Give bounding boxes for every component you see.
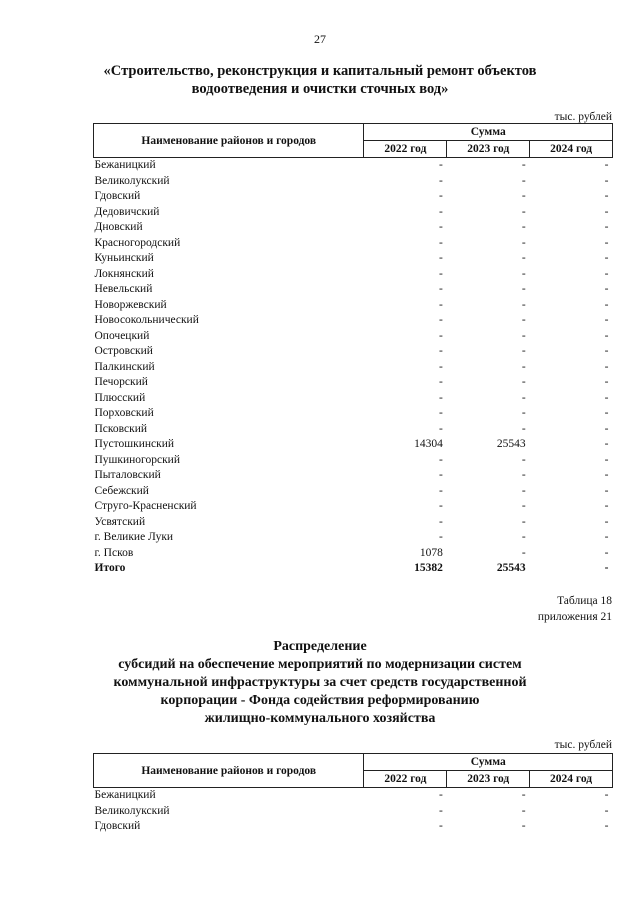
- section1-table-total: [94, 561, 613, 577]
- table-row: [94, 484, 613, 500]
- value-2022: -: [438, 159, 443, 171]
- value-2024: -: [604, 360, 609, 373]
- section1-units: тыс. рублей: [554, 111, 612, 123]
- value-2023: -: [521, 252, 526, 264]
- value-2022: -: [438, 469, 443, 481]
- value-2023: -: [521, 407, 526, 419]
- value-2022: -: [438, 391, 443, 404]
- column-header-sum: Сумма: [364, 124, 613, 141]
- value-2023: -: [521, 205, 526, 218]
- value-2024: -: [604, 500, 609, 512]
- district-name: Бежаницкий: [94, 789, 156, 801]
- value-2022: -: [438, 283, 443, 295]
- district-name: Невельский: [94, 283, 153, 295]
- table-row: [94, 329, 613, 345]
- section2-table: [93, 753, 613, 835]
- value-2023: -: [521, 190, 526, 202]
- value-2023: -: [521, 329, 526, 342]
- section2-title-line: коммунальной инфраструктуры за счет средств государственной: [113, 675, 527, 690]
- table-row: [94, 804, 613, 820]
- value-2024: -: [604, 391, 609, 404]
- table-row: [94, 220, 613, 236]
- district-name: Красногородский: [94, 236, 181, 249]
- table-row: [94, 437, 613, 453]
- table-row: [94, 174, 613, 190]
- value-2022: -: [438, 422, 443, 435]
- table-row: [94, 515, 613, 531]
- value-2024: -: [604, 236, 609, 249]
- district-name: Пустошкинский: [94, 438, 175, 450]
- value-2024: -: [604, 820, 609, 832]
- table-row: [94, 422, 613, 438]
- value-2024: -: [604, 484, 609, 497]
- total-label: Итого: [94, 562, 126, 574]
- value-2022: -: [438, 345, 443, 357]
- value-2022: -: [438, 298, 443, 311]
- value-2024: -: [604, 267, 609, 280]
- value-2023: -: [521, 314, 526, 326]
- table-row: [94, 251, 613, 267]
- table-row: [94, 819, 613, 835]
- district-name: Палкинский: [94, 360, 155, 373]
- value-2024: -: [604, 252, 609, 264]
- value-2023: -: [521, 453, 526, 466]
- value-2022: -: [438, 236, 443, 249]
- section2-title-line: жилищно-коммунального хозяйства: [204, 711, 436, 726]
- table-row: [94, 282, 613, 298]
- value-2022: -: [438, 804, 443, 817]
- district-name: Пыталовский: [94, 469, 161, 481]
- value-2023: -: [521, 804, 526, 817]
- column-header-2023: 2023 год: [447, 771, 530, 788]
- value-2023: -: [521, 159, 526, 171]
- value-2022: -: [438, 174, 443, 187]
- district-name: Дедовичский: [94, 205, 160, 218]
- table-row: [94, 468, 613, 484]
- district-name: г. Псков: [94, 546, 134, 559]
- value-2023: -: [521, 267, 526, 280]
- district-name: Опочецкий: [94, 329, 150, 342]
- value-2023: -: [521, 174, 526, 187]
- table-caption-number: Таблица 18: [557, 595, 612, 607]
- district-name: Порховский: [94, 407, 154, 419]
- district-name: Псковский: [94, 422, 148, 435]
- value-2022: -: [438, 820, 443, 832]
- district-name: Гдовский: [94, 820, 141, 832]
- value-2022: -: [438, 190, 443, 202]
- section2-title: [60, 638, 580, 728]
- district-name: Островский: [94, 345, 153, 357]
- value-2022: -: [438, 252, 443, 264]
- district-name: Плюсский: [94, 391, 146, 404]
- value-2024: -: [604, 407, 609, 419]
- table-row: [94, 530, 613, 546]
- value-2024: -: [604, 789, 609, 801]
- district-name: Новосокольнический: [94, 314, 199, 326]
- table-row: [94, 158, 613, 174]
- value-2022: -: [438, 329, 443, 342]
- table-total-row: [94, 561, 613, 577]
- value-2024: -: [604, 469, 609, 481]
- value-2022: -: [438, 360, 443, 373]
- value-2023: -: [521, 298, 526, 311]
- section1-table: [93, 123, 613, 577]
- column-header-2024: 2024 год: [530, 141, 613, 158]
- district-name: Бежаницкий: [94, 159, 156, 171]
- district-name: Печорский: [94, 376, 148, 388]
- district-name: Себежский: [94, 484, 149, 497]
- value-2022: -: [438, 376, 443, 388]
- district-name: Великолукский: [94, 174, 170, 187]
- district-name: Дновский: [94, 221, 143, 233]
- total-2022: 15382: [414, 562, 443, 574]
- table-row: [94, 344, 613, 360]
- table-row: [94, 205, 613, 221]
- value-2023: -: [521, 283, 526, 295]
- value-2022: -: [438, 453, 443, 466]
- value-2023: -: [521, 546, 526, 559]
- value-2023: -: [521, 789, 526, 801]
- district-name: Новоржевский: [94, 298, 167, 311]
- column-header-2022: 2022 год: [364, 771, 447, 788]
- table-row: [94, 499, 613, 515]
- value-2022: 14304: [414, 438, 443, 450]
- value-2024: -: [604, 453, 609, 466]
- value-2024: -: [604, 329, 609, 342]
- value-2022: -: [438, 515, 443, 528]
- district-name: Гдовский: [94, 190, 141, 202]
- district-name: Куньинский: [94, 252, 154, 264]
- section1-title: [60, 62, 580, 98]
- value-2023: -: [521, 345, 526, 357]
- value-2023: -: [521, 531, 526, 543]
- value-2024: -: [604, 438, 609, 450]
- value-2024: -: [604, 190, 609, 202]
- table-row: [94, 546, 613, 562]
- value-2023: -: [521, 515, 526, 528]
- table-row: [94, 788, 613, 804]
- value-2024: -: [604, 515, 609, 528]
- table-row: [94, 267, 613, 283]
- table-row: [94, 453, 613, 469]
- value-2023: -: [521, 236, 526, 249]
- district-name: Локнянский: [94, 267, 154, 280]
- value-2022: -: [438, 500, 443, 512]
- value-2023: -: [521, 484, 526, 497]
- value-2022: -: [438, 205, 443, 218]
- value-2024: -: [604, 376, 609, 388]
- district-name: Усвятский: [94, 515, 146, 528]
- value-2024: -: [604, 531, 609, 543]
- value-2023: -: [521, 376, 526, 388]
- section2-title-line: корпорации - Фонда содействия реформированию: [160, 693, 480, 708]
- section1-table-body: [94, 158, 613, 562]
- value-2022: -: [438, 407, 443, 419]
- table-row: [94, 189, 613, 205]
- value-2023: -: [521, 820, 526, 832]
- value-2022: -: [438, 789, 443, 801]
- value-2022: -: [438, 314, 443, 326]
- table-row: [94, 406, 613, 422]
- section2-units: тыс. рублей: [554, 739, 612, 751]
- table-row: [94, 236, 613, 252]
- table-row: [94, 298, 613, 314]
- table-caption: [538, 593, 612, 625]
- table-row: [94, 375, 613, 391]
- value-2024: -: [604, 422, 609, 435]
- section2-title-line: субсидий на обеспечение мероприятий по модернизации систем: [118, 657, 522, 672]
- value-2024: -: [604, 546, 609, 559]
- table-caption-appendix: приложения 21: [537, 611, 612, 623]
- value-2023: -: [521, 360, 526, 373]
- section2-table-body: [94, 788, 613, 835]
- value-2023: 25543: [496, 438, 526, 450]
- page-number: 27: [314, 32, 326, 46]
- value-2023: -: [521, 391, 526, 404]
- value-2022: 1078: [419, 546, 443, 559]
- column-header-2022: 2022 год: [364, 141, 447, 158]
- value-2024: -: [604, 221, 609, 233]
- value-2023: -: [521, 422, 526, 435]
- section1-title-line: «Строительство, реконструкция и капитальный ремонт объектов: [103, 63, 537, 79]
- column-header-2024: 2024 год: [530, 771, 613, 788]
- table-row: [94, 360, 613, 376]
- district-name: Струго-Красненский: [94, 500, 197, 512]
- section1-title-line: водоотведения и очистки сточных вод»: [191, 81, 449, 97]
- value-2022: -: [438, 484, 443, 497]
- column-header-2023: 2023 год: [447, 141, 530, 158]
- value-2022: -: [438, 531, 443, 543]
- section2-title-line: Распределение: [273, 639, 367, 654]
- value-2024: -: [604, 159, 609, 171]
- column-header-name: Наименование районов и городов: [94, 754, 364, 788]
- value-2024: -: [604, 804, 609, 817]
- value-2023: -: [521, 221, 526, 233]
- table-row: [94, 391, 613, 407]
- value-2024: -: [604, 345, 609, 357]
- value-2023: -: [521, 500, 526, 512]
- total-2024: -: [604, 562, 609, 574]
- value-2024: -: [604, 298, 609, 311]
- table-row: [94, 313, 613, 329]
- total-2023: 25543: [496, 562, 526, 574]
- value-2022: -: [438, 267, 443, 280]
- district-name: Пушкиногорский: [94, 453, 180, 466]
- column-header-sum: Сумма: [364, 754, 613, 771]
- value-2022: -: [438, 221, 443, 233]
- value-2024: -: [604, 283, 609, 295]
- column-header-name: Наименование районов и городов: [94, 124, 364, 158]
- value-2024: -: [604, 314, 609, 326]
- district-name: Великолукский: [94, 804, 170, 817]
- value-2024: -: [604, 205, 609, 218]
- value-2023: -: [521, 469, 526, 481]
- value-2024: -: [604, 174, 609, 187]
- district-name: г. Великие Луки: [94, 531, 174, 543]
